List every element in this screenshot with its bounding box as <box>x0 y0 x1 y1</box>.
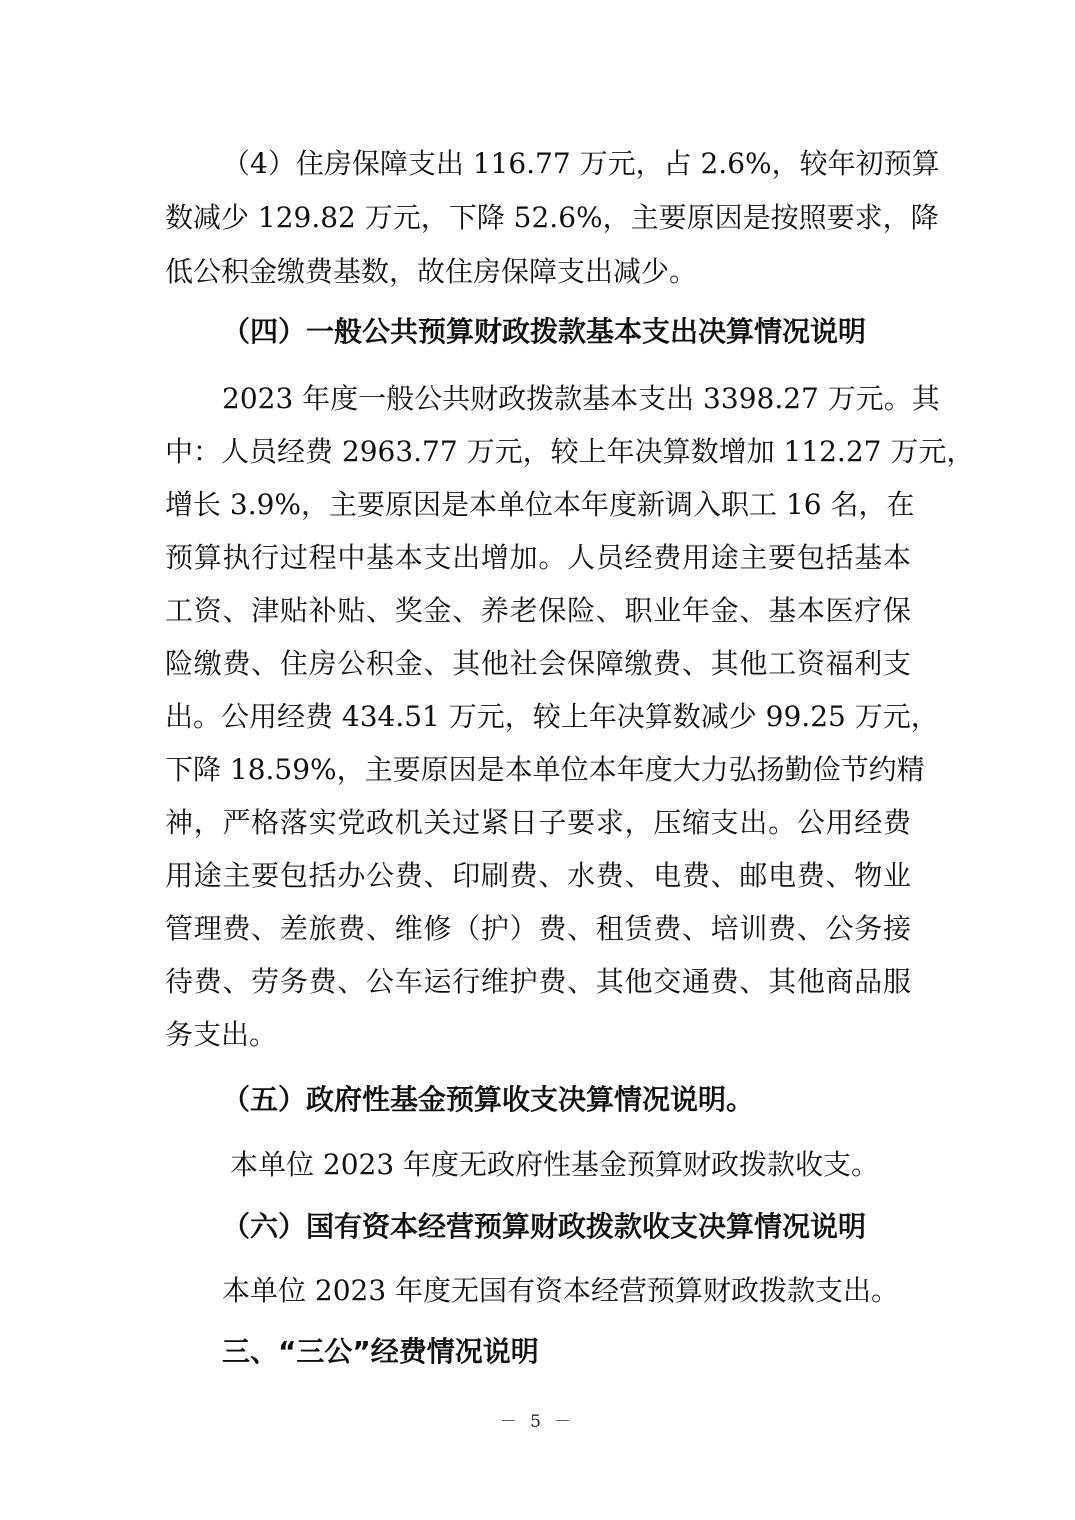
paragraph-state-capital: 本单位 2023 年度无国有资本经营预算财政拨款支出。 <box>222 1274 900 1307</box>
paragraph-housing-line-1: （4）住房保障支出 116.77 万元，占 2.6%，较年初预算 <box>222 147 940 180</box>
paragraph-government-fund: 本单位 2023 年度无政府性基金预算财政拨款收支。 <box>230 1148 880 1181</box>
paragraph-basic-line-1: 2023 年度一般公共财政拨款基本支出 3398.27 万元。其 <box>222 382 940 415</box>
heading-basic-expenditure: （四）一般公共预算财政拨款基本支出决算情况说明 <box>222 315 867 348</box>
heading-government-fund: （五）政府性基金预算收支决算情况说明。 <box>222 1083 755 1116</box>
paragraph-basic-line-12: 待费、劳务费、公车运行维护费、其他交通费、其他商品服 <box>165 965 911 998</box>
heading-state-capital: （六）国有资本经营预算财政拨款收支决算情况说明 <box>222 1210 867 1243</box>
paragraph-basic-line-3: 增长 3.9%，主要原因是本单位本年度新调入职工 16 名，在 <box>165 488 915 521</box>
paragraph-basic-line-5: 工资、津贴补贴、奖金、养老保险、职业年金、基本医疗保 <box>165 594 911 627</box>
paragraph-housing-line-2: 数减少 129.82 万元，下降 52.6%，主要原因是按照要求，降 <box>165 201 939 234</box>
paragraph-housing-line-3: 低公积金缴费基数，故住房保障支出减少。 <box>165 255 698 288</box>
paragraph-basic-line-4: 预算执行过程中基本支出增加。人员经费用途主要包括基本 <box>165 541 911 574</box>
paragraph-basic-line-10: 用途主要包括办公费、印刷费、水费、电费、邮电费、物业 <box>165 859 911 892</box>
page-number: － 5 － <box>499 1412 576 1432</box>
paragraph-basic-line-7: 出。公用经费 434.51 万元，较上年决算数减少 99.25 万元， <box>165 700 939 733</box>
section-three-public-expenses: 三、“三公”经费情况说明 <box>222 1335 539 1368</box>
paragraph-basic-line-11: 管理费、差旅费、维修（护）费、租赁费、培训费、公务接 <box>165 912 911 945</box>
paragraph-basic-line-6: 险缴费、住房公积金、其他社会保障缴费、其他工资福利支 <box>165 647 911 680</box>
paragraph-basic-line-2: 中：人员经费 2963.77 万元，较上年决算数增加 112.27 万元， <box>165 435 975 468</box>
paragraph-basic-line-8: 下降 18.59%，主要原因是本单位本年度大力弘扬勤俭节约精 <box>165 753 925 786</box>
paragraph-basic-line-13: 务支出。 <box>165 1018 278 1051</box>
paragraph-basic-line-9: 神，严格落实党政机关过紧日子要求，压缩支出。公用经费 <box>165 806 911 839</box>
